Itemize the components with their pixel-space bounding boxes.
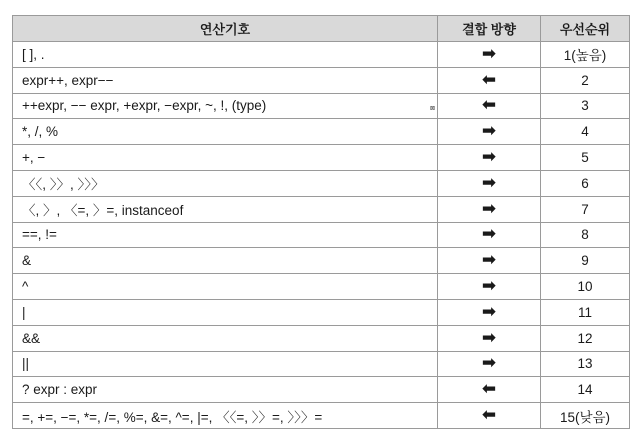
precedence-cell: 7 bbox=[541, 196, 630, 222]
table-row bbox=[13, 351, 630, 377]
operator-symbols: ^ bbox=[22, 279, 29, 295]
operator-cell bbox=[13, 145, 438, 171]
operator-cell bbox=[13, 222, 438, 248]
arrow-right-icon: ➡ bbox=[481, 250, 497, 271]
table-row bbox=[13, 196, 630, 222]
operator-cell bbox=[13, 377, 438, 403]
precedence-cell: 3 bbox=[541, 93, 630, 119]
operator-symbols: =, +=, −=, *=, /=, %=, &=, ^=, |=, 〈〈=, 〉〉=, 〉〉〉= bbox=[22, 409, 323, 425]
associativity-cell bbox=[438, 67, 541, 93]
header-associativity: 결합 방향 bbox=[438, 16, 541, 42]
arrow-right-icon: ➡ bbox=[481, 121, 497, 142]
associativity-cell bbox=[438, 196, 541, 222]
associativity-cell bbox=[438, 119, 541, 145]
operator-symbols: [ ], . bbox=[22, 46, 45, 62]
operator-cell bbox=[13, 93, 438, 119]
operator-symbols: & bbox=[22, 253, 32, 269]
associativity-cell bbox=[438, 351, 541, 377]
associativity-cell bbox=[438, 403, 541, 429]
operator-precedence-table-wrapper bbox=[12, 15, 629, 429]
arrow-left-icon: ⬅ bbox=[481, 405, 497, 426]
header-row bbox=[13, 16, 630, 42]
operator-cell bbox=[13, 196, 438, 222]
arrow-right-icon: ➡ bbox=[481, 224, 497, 245]
table-row bbox=[13, 222, 630, 248]
precedence-cell: 15(낮음) bbox=[541, 403, 630, 429]
associativity-cell bbox=[438, 222, 541, 248]
header-precedence: 우선순위 bbox=[541, 16, 630, 42]
arrow-right-icon: ➡ bbox=[481, 353, 497, 374]
table-row bbox=[13, 93, 630, 119]
precedence-cell: 1(높음) bbox=[541, 42, 630, 68]
operator-cell bbox=[13, 119, 438, 145]
arrow-right-icon: ➡ bbox=[481, 147, 497, 168]
arrow-left-icon: ⬅ bbox=[481, 69, 497, 90]
table-row bbox=[13, 248, 630, 274]
precedence-cell: 5 bbox=[541, 145, 630, 171]
precedence-cell: 13 bbox=[541, 351, 630, 377]
precedence-cell: 14 bbox=[541, 377, 630, 403]
table-row bbox=[13, 67, 630, 93]
associativity-cell bbox=[438, 248, 541, 274]
operator-symbols: *, /, % bbox=[22, 124, 59, 140]
table-row bbox=[13, 145, 630, 171]
precedence-cell: 8 bbox=[541, 222, 630, 248]
operator-cell bbox=[13, 325, 438, 351]
operator-cell bbox=[13, 170, 438, 196]
arrow-right-icon: ➡ bbox=[481, 172, 497, 193]
operator-symbols: 〈〈, 〉〉, 〉〉〉 bbox=[22, 177, 105, 193]
operator-symbols: || bbox=[22, 356, 30, 372]
operator-cell bbox=[13, 42, 438, 68]
table-row bbox=[13, 299, 630, 325]
operator-cell bbox=[13, 403, 438, 429]
operator-symbols: | bbox=[22, 304, 26, 320]
precedence-cell: 10 bbox=[541, 274, 630, 300]
footnote-mark-icon: ⊠ bbox=[429, 105, 435, 112]
associativity-cell bbox=[438, 42, 541, 68]
precedence-cell: 9 bbox=[541, 248, 630, 274]
associativity-cell bbox=[438, 299, 541, 325]
operator-symbols: 〈, 〉, 〈=, 〉=, instanceof bbox=[22, 203, 184, 219]
arrow-right-icon: ➡ bbox=[481, 198, 497, 219]
associativity-cell bbox=[438, 377, 541, 403]
table-header bbox=[13, 16, 630, 42]
precedence-cell: 4 bbox=[541, 119, 630, 145]
table-row bbox=[13, 325, 630, 351]
precedence-cell: 6 bbox=[541, 170, 630, 196]
header-operator: 연산기호 bbox=[13, 16, 438, 42]
associativity-cell bbox=[438, 170, 541, 196]
table-row bbox=[13, 377, 630, 403]
precedence-cell: 2 bbox=[541, 67, 630, 93]
operator-symbols: +, − bbox=[22, 150, 46, 166]
arrow-right-icon: ➡ bbox=[481, 276, 497, 297]
table-row bbox=[13, 403, 630, 429]
associativity-cell bbox=[438, 325, 541, 351]
operator-cell bbox=[13, 299, 438, 325]
operator-cell bbox=[13, 67, 438, 93]
operator-symbols: && bbox=[22, 330, 41, 346]
operator-precedence-table bbox=[12, 15, 630, 429]
table-row bbox=[13, 170, 630, 196]
operator-cell bbox=[13, 274, 438, 300]
arrow-right-icon: ➡ bbox=[481, 43, 497, 64]
table-row bbox=[13, 274, 630, 300]
table-row bbox=[13, 119, 630, 145]
associativity-cell bbox=[438, 93, 541, 119]
table-body bbox=[13, 42, 630, 429]
operator-symbols: expr++, expr−− bbox=[22, 72, 114, 88]
table-row bbox=[13, 42, 630, 68]
operator-symbols: ==, != bbox=[22, 227, 57, 243]
operator-symbols: ? expr : expr bbox=[22, 382, 98, 398]
arrow-right-icon: ➡ bbox=[481, 327, 497, 348]
operator-cell bbox=[13, 248, 438, 274]
operator-symbols: ++expr, −− expr, +expr, −expr, ~, !, (type) bbox=[22, 98, 267, 114]
precedence-cell: 12 bbox=[541, 325, 630, 351]
arrow-right-icon: ➡ bbox=[481, 301, 497, 322]
associativity-cell bbox=[438, 145, 541, 171]
arrow-left-icon: ⬅ bbox=[481, 95, 497, 116]
operator-cell bbox=[13, 351, 438, 377]
associativity-cell bbox=[438, 274, 541, 300]
precedence-cell: 11 bbox=[541, 299, 630, 325]
arrow-left-icon: ⬅ bbox=[481, 379, 497, 400]
